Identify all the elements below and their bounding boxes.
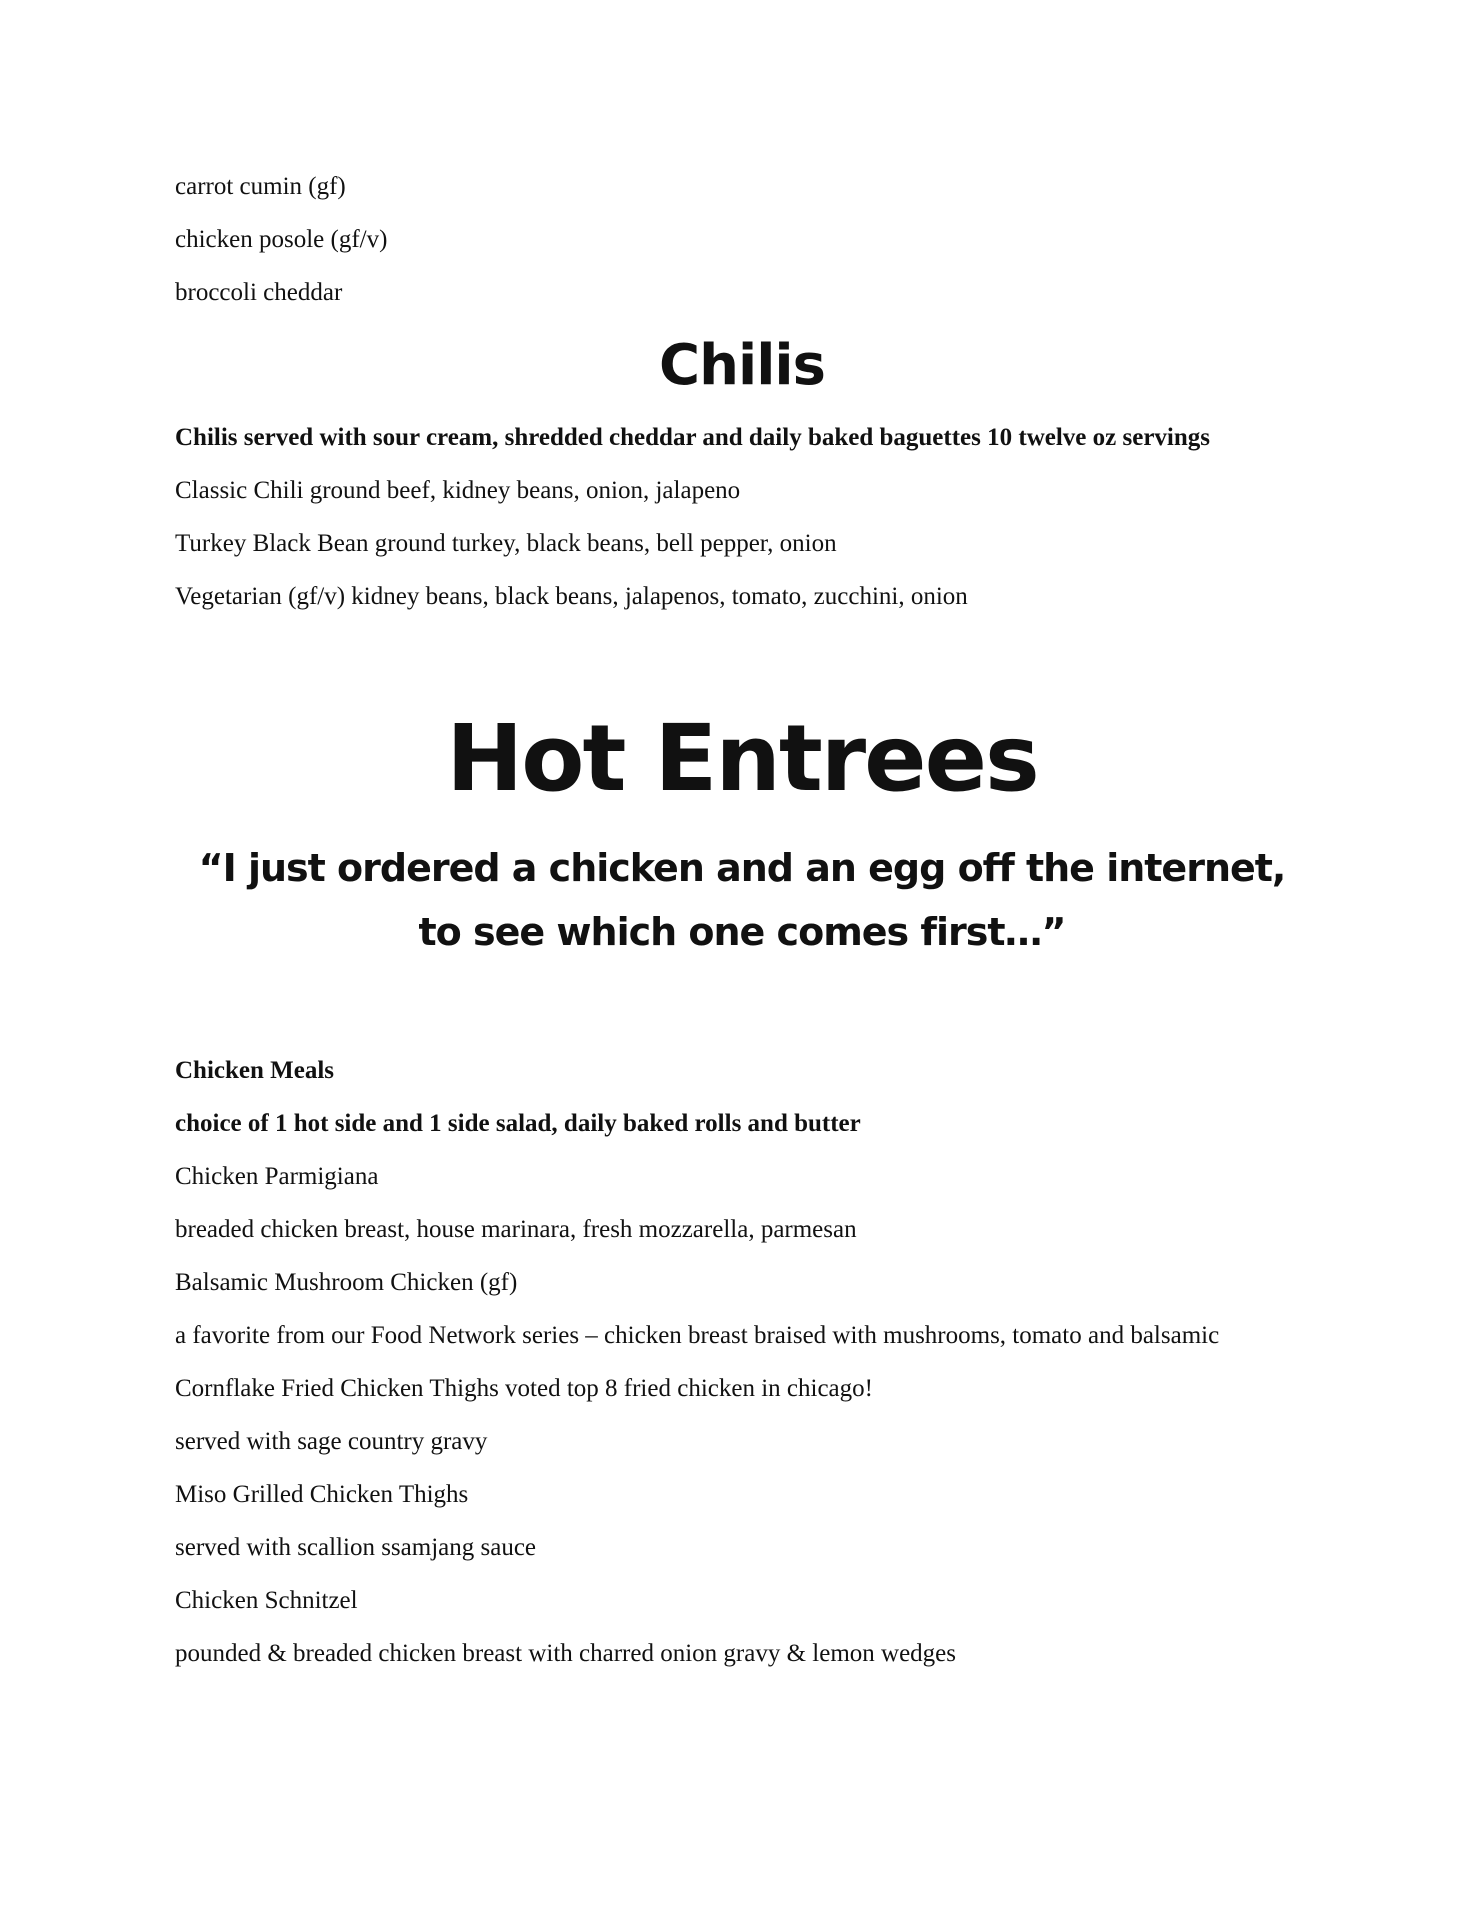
soup-item-broccoli-cheddar: broccoli cheddar [175, 279, 343, 306]
entree-chicken-schnitzel-desc: pounded & breaded chicken breast with charred onion gravy & lemon wedges [175, 1640, 956, 1667]
entree-balsamic-mushroom-chicken: Balsamic Mushroom Chicken (gf) [175, 1269, 518, 1296]
chicken-meals-title: Chicken Meals [175, 1057, 335, 1084]
entree-chicken-parmigiana: Chicken Parmigiana [175, 1163, 379, 1190]
entree-miso-grilled-chicken: Miso Grilled Chicken Thighs [175, 1481, 469, 1508]
entree-balsamic-mushroom-chicken-desc: a favorite from our Food Network series – chicken breast braised with mushrooms, tomato and balsamic [175, 1322, 1220, 1349]
chili-item-turkey-black-bean: Turkey Black Bean ground turkey, black beans, bell pepper, onion [175, 530, 837, 557]
chili-item-vegetarian: Vegetarian (gf/v) kidney beans, black beans, jalapenos, tomato, zucchini, onion [175, 583, 968, 610]
soup-item-carrot-cumin: carrot cumin (gf) [175, 173, 346, 200]
chili-item-classic: Classic Chili ground beef, kidney beans, onion, jalapeno [175, 477, 741, 504]
entree-cornflake-fried-chicken-desc: served with sage country gravy [175, 1428, 488, 1455]
chilis-heading: Chilis [659, 333, 825, 398]
chicken-meals-subtitle: choice of 1 hot side and 1 side salad, daily baked rolls and butter [175, 1110, 861, 1137]
soup-item-chicken-posole: chicken posole (gf/v) [175, 226, 388, 253]
entree-chicken-schnitzel: Chicken Schnitzel [175, 1587, 358, 1614]
entree-cornflake-fried-chicken: Cornflake Fried Chicken Thighs voted top 8 fried chicken in chicago! [175, 1375, 873, 1402]
entree-chicken-parmigiana-desc: breaded chicken breast, house marinara, fresh mozzarella, parmesan [175, 1216, 857, 1243]
menu-page [175, 172, 1309, 1692]
hot-entrees-heading: Hot Entrees [446, 705, 1038, 812]
hot-entrees-quote: “I just ordered a chicken and an egg off the internet, to see which one comes first…” [198, 846, 1286, 954]
chilis-intro: Chilis served with sour cream, shredded cheddar and daily baked baguettes 10 twelve oz servings [175, 424, 1210, 451]
entree-miso-grilled-chicken-desc: served with scallion ssamjang sauce [175, 1534, 537, 1561]
